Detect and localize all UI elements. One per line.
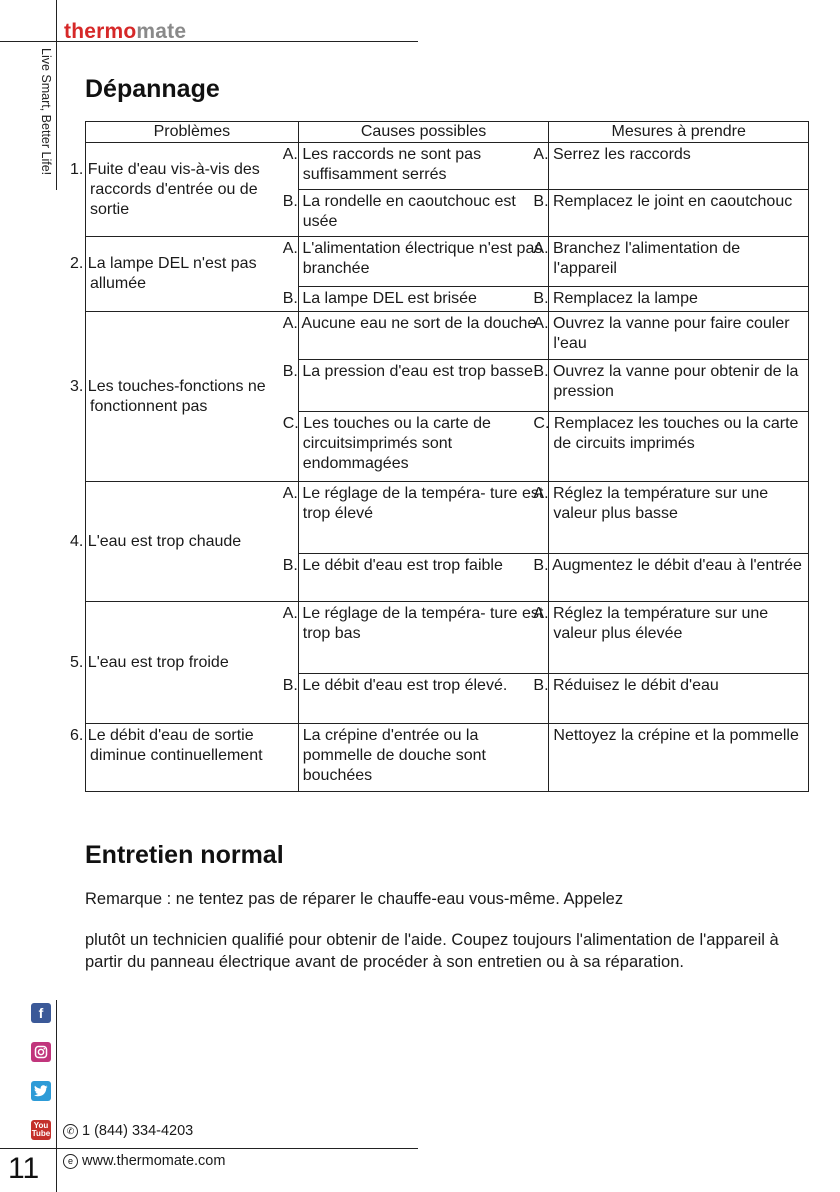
web-icon: e xyxy=(63,1154,78,1169)
brand-tagline: Live Smart, Better Life! xyxy=(39,48,53,176)
action-cell: A. Réglez la température sur une valeur plus élevée xyxy=(549,602,809,674)
action-cell: B. Remplacez le joint en caoutchouc xyxy=(549,190,809,237)
table-row xyxy=(86,602,809,674)
bottom-horizontal-rule xyxy=(0,1148,418,1149)
action-cell: B. Réduisez le débit d'eau xyxy=(549,674,809,724)
problem-cell: 6. Le débit d'eau de sortie diminue continuellement xyxy=(86,724,299,792)
problem-cell: 4. L'eau est trop chaude xyxy=(86,482,299,602)
phone-contact[interactable] xyxy=(63,1123,193,1139)
phone-icon: ✆ xyxy=(63,1124,78,1139)
table-row xyxy=(86,724,809,792)
top-vertical-rule xyxy=(56,0,57,190)
cause-cell: A. Les raccords ne sont pas suffisamment serrés xyxy=(298,143,549,190)
action-cell: A. Branchez l'alimentation de l'appareil xyxy=(549,237,809,287)
twitter-icon[interactable] xyxy=(31,1081,51,1101)
action-cell: C. Remplacez les touches ou la carte de circuits imprimés xyxy=(549,412,809,482)
facebook-icon[interactable]: f xyxy=(31,1003,51,1023)
website-url: www.thermomate.com xyxy=(82,1153,226,1169)
cause-cell: A. Aucune eau ne sort de la douche xyxy=(298,312,549,360)
troubleshooting-title: Dépannage xyxy=(85,75,220,103)
instagram-icon[interactable] xyxy=(31,1042,51,1062)
action-cell: Nettoyez la crépine et la pommelle xyxy=(549,724,809,792)
action-cell: A. Réglez la température sur une valeur plus basse xyxy=(549,482,809,554)
table-header-row xyxy=(86,122,809,143)
cause-cell: B. La lampe DEL est brisée xyxy=(298,287,549,312)
twitter-glyph xyxy=(34,1085,48,1097)
youtube-icon[interactable]: You Tube xyxy=(31,1121,51,1138)
cause-cell: A. L'alimentation électrique n'est pas branchée xyxy=(298,237,549,287)
header-causes: Causes possibles xyxy=(298,122,549,143)
bottom-vertical-rule xyxy=(56,1000,57,1192)
troubleshooting-table xyxy=(70,121,809,792)
table-row xyxy=(86,143,809,190)
problem-cell: 5. L'eau est trop froide xyxy=(86,602,299,724)
problem-cell: 1. Fuite d'eau vis-à-vis des raccords d'entrée ou de sortie xyxy=(86,143,299,237)
header-problems: Problèmes xyxy=(86,122,299,143)
top-horizontal-rule xyxy=(0,41,418,42)
problem-cell: 2. La lampe DEL n'est pas allumée xyxy=(86,237,299,312)
table-row xyxy=(86,312,809,360)
cause-cell: B. La rondelle en caoutchouc est usée xyxy=(298,190,549,237)
cause-cell: A. Le réglage de la tempéra- ture est trop bas xyxy=(298,602,549,674)
cause-cell: B. La pression d'eau est trop basse xyxy=(298,360,549,412)
cause-cell: La crépine d'entrée ou la pommelle de douche sont bouchées xyxy=(298,724,549,792)
action-cell: A. Ouvrez la vanne pour faire couler l'eau xyxy=(549,312,809,360)
action-cell: B. Ouvrez la vanne pour obtenir de la pression xyxy=(549,360,809,412)
brand-logo: thermomate xyxy=(64,20,187,43)
action-cell: B. Augmentez le débit d'eau à l'entrée xyxy=(549,554,809,602)
cause-cell: B. Le débit d'eau est trop faible xyxy=(298,554,549,602)
problem-cell: 3. Les touches-fonctions ne fonctionnent pas xyxy=(86,312,299,482)
table-row xyxy=(86,237,809,287)
cause-cell: C. Les touches ou la carte de circuitsimprimés sont endommagées xyxy=(298,412,549,482)
cause-cell: A. Le réglage de la tempéra- ture est trop élevé xyxy=(298,482,549,554)
maintenance-paragraph-1: Remarque : ne tentez pas de réparer le chauffe-eau vous-même. Appelez xyxy=(85,890,624,908)
action-cell: A. Serrez les raccords xyxy=(549,143,809,190)
cause-cell: B. Le débit d'eau est trop élevé. xyxy=(298,674,549,724)
action-cell: B. Remplacez la lampe xyxy=(549,287,809,312)
phone-number: 1 (844) 334-4203 xyxy=(82,1123,194,1139)
table-row xyxy=(86,482,809,554)
instagram-glyph xyxy=(34,1045,48,1059)
maintenance-title: Entretien normal xyxy=(85,841,284,869)
page-number: 11 xyxy=(8,1152,40,1185)
maintenance-paragraph-2: plutôt un technicien qualifié pour obtenir de l'aide. Coupez toujours l'alimentation de l'appareil à partir du panneau électrique avant de procéder à son entretien ou à sa réparation. xyxy=(85,931,779,971)
header-actions: Mesures à prendre xyxy=(549,122,809,143)
website-contact[interactable] xyxy=(63,1153,225,1169)
